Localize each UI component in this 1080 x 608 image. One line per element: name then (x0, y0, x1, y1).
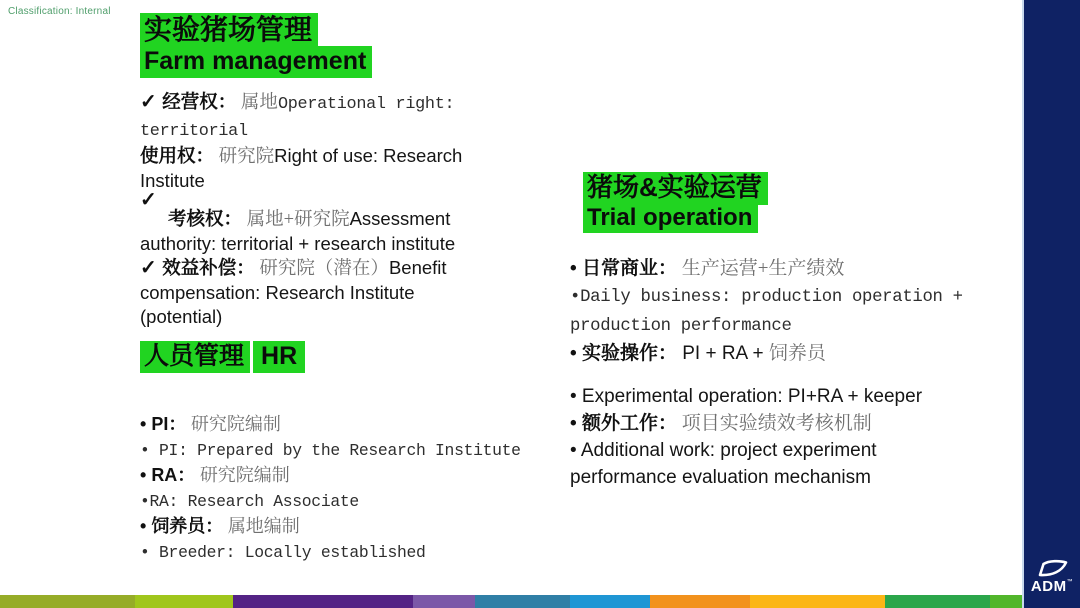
checkmark-icon: ✓ (140, 257, 163, 279)
text-segment: • (140, 414, 152, 434)
trial-title-en: Trial operation (583, 203, 758, 234)
trial-operation-list (570, 255, 1050, 491)
text-segment: production performance (570, 317, 792, 336)
text-segment: Benefit (388, 257, 447, 278)
text-segment: • (570, 343, 582, 364)
text-line (140, 488, 580, 514)
text-segment: 实验操作： (581, 343, 677, 364)
text-line (140, 281, 580, 305)
text-segment: 研究院（潜在） (254, 259, 389, 279)
text-line (140, 117, 580, 144)
text-segment: 额外工作： (581, 413, 677, 434)
text-line (140, 256, 580, 281)
text-line (140, 232, 580, 256)
text-line (570, 340, 1050, 367)
text-segment: • Additional work: project experiment (570, 440, 877, 461)
text-segment: •RA: Research Associate (140, 492, 359, 511)
classification-label: Classification: Internal (8, 6, 111, 17)
text-segment: Assessment (349, 208, 451, 229)
adm-leaf-icon (1035, 558, 1069, 578)
stripe-segment (0, 595, 135, 608)
text-segment: 研究院编制 (186, 414, 281, 434)
text-line (570, 410, 1050, 437)
text-segment: 经营权： (162, 91, 237, 112)
text-segment: (potential) (140, 306, 223, 327)
text-segment: 日常商业： (581, 258, 677, 279)
text-line (140, 189, 580, 211)
text-line (140, 437, 580, 463)
text-segment: • (570, 413, 582, 434)
text-line (140, 144, 580, 169)
stripe-segment (570, 595, 650, 608)
text-segment: • PI: Prepared by the Research Institute (140, 441, 521, 460)
farm-management-title (140, 13, 372, 78)
adm-wordmark: ADM™ (1030, 578, 1074, 595)
stripe-segment (413, 595, 475, 608)
stripe-segment (750, 595, 885, 608)
text-line (570, 282, 1050, 311)
stripe-segment (475, 595, 570, 608)
text-segment: RA： (151, 465, 196, 485)
text-segment: Operational right: (277, 95, 455, 114)
text-segment: 属地 (236, 93, 278, 113)
text-segment: Right of use: Research (274, 145, 463, 166)
text-segment: • Breeder: Locally established (140, 543, 426, 562)
text-line (570, 255, 1050, 282)
text-segment: • (140, 516, 152, 536)
text-segment: 研究院编制 (195, 465, 290, 485)
text-segment: 生产运营+生产绩效 (676, 258, 845, 279)
hr-heading (140, 341, 305, 373)
text-segment: 使用权： (140, 145, 215, 166)
text-line (570, 437, 1050, 464)
text-line (140, 463, 580, 488)
checkmark-icon: ✓ (140, 91, 163, 113)
text-segment: Institute (140, 170, 205, 191)
farm-title-en: Farm management (140, 46, 372, 78)
text-segment: performance evaluation mechanism (570, 467, 871, 488)
trial-title-zh: 猪场&实验运营 (583, 172, 768, 205)
text-line (570, 311, 1050, 340)
trial-operation-title (583, 172, 768, 233)
text-line (570, 383, 1050, 410)
text-line (140, 412, 580, 437)
stripe-segment (650, 595, 750, 608)
text-line (140, 207, 580, 232)
text-segment: territorial (140, 122, 248, 141)
text-line (140, 305, 580, 329)
text-line (140, 90, 580, 117)
text-segment: 项目实验绩效考核机制 (676, 413, 872, 434)
stripe-segment (233, 595, 413, 608)
checkmark-icon: ✓ (140, 189, 157, 211)
stripe-segment (885, 595, 990, 608)
farm-rights-list (140, 90, 580, 329)
text-segment: compensation: Research Institute (140, 282, 415, 303)
trademark-symbol: ™ (1066, 579, 1074, 585)
text-segment: • (570, 258, 582, 279)
farm-title-zh: 实验猪场管理 (140, 13, 318, 48)
text-segment: PI： (151, 414, 187, 434)
stripe-segment (990, 595, 1022, 608)
text-segment: authority: territorial + research institute (140, 233, 456, 254)
text-segment: 效益补偿： (162, 257, 255, 278)
text-segment: •Daily business: production operation + (570, 288, 963, 307)
hr-heading-en: HR (253, 341, 305, 373)
text-line (570, 464, 1050, 491)
adm-brand-sidebar (1022, 0, 1080, 608)
text-segment: PI + RA + (676, 343, 769, 364)
text-segment: 研究院 (214, 147, 275, 167)
text-segment: • Experimental operation: PI+RA + keeper (570, 386, 923, 407)
text-segment: 考核权： (168, 208, 243, 229)
text-segment: 饲养员 (768, 343, 826, 364)
text-line (140, 514, 580, 539)
text-line (140, 169, 580, 193)
text-segment: 属地+研究院 (242, 210, 350, 230)
hr-heading-zh: 人员管理 (140, 341, 250, 373)
hr-staff-list (140, 412, 580, 565)
text-segment: • (140, 465, 152, 485)
text-segment: 属地编制 (223, 516, 300, 536)
stripe-segment (135, 595, 233, 608)
text-line (140, 539, 580, 565)
adm-logo (1024, 558, 1080, 594)
text-segment: 饲养员： (151, 516, 224, 536)
brand-color-stripe (0, 595, 1022, 608)
